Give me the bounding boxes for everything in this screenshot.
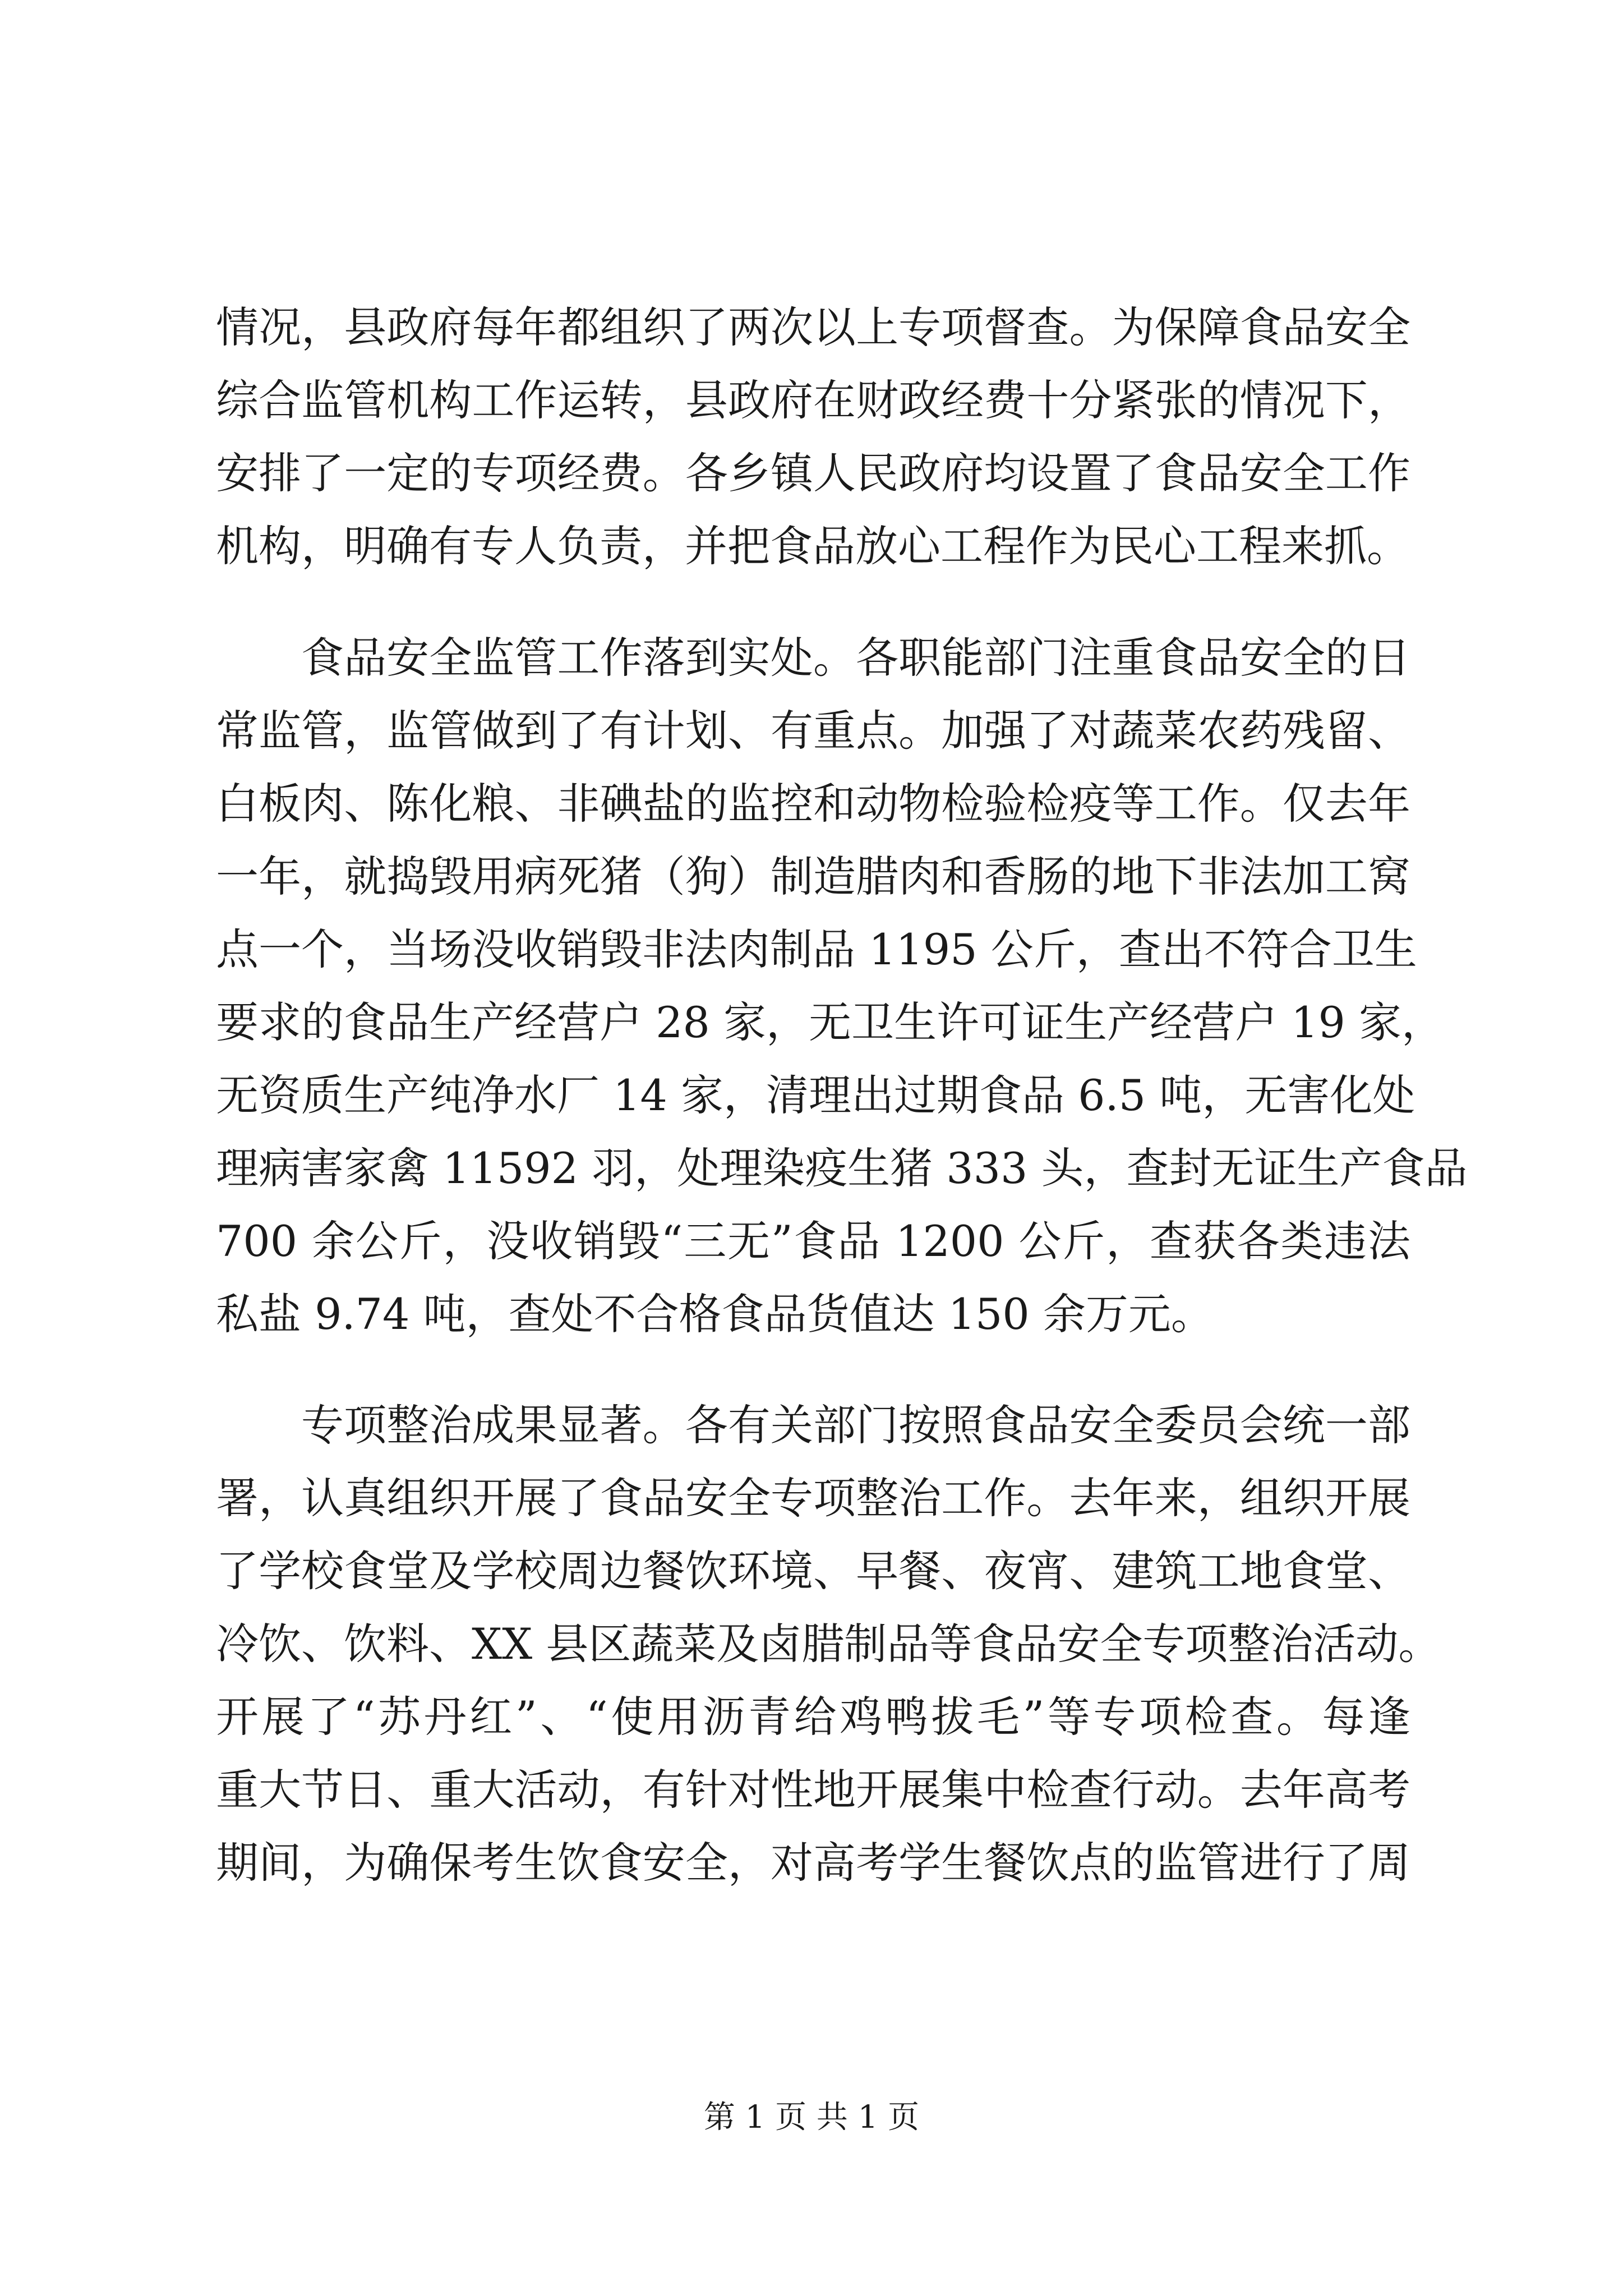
body-text-line: 了学校食堂及学校周边餐饮环境、早餐、夜宵、建筑工地食堂、 (216, 1546, 1410, 1596)
body-text-line: 安排了一定的专项经费。各乡镇人民政府均设置了食品安全工作 (216, 448, 1410, 498)
body-text-line: 重大节日、重大活动，有针对性地开展集中检查行动。去年高考 (216, 1765, 1410, 1815)
body-text-line: 署，认真组织开展了食品安全专项整治工作。去年来，组织开展 (216, 1473, 1410, 1523)
body-text-line: 期间，为确保考生饮食安全，对高考学生餐饮点的监管进行了周 (216, 1838, 1410, 1888)
body-text-line: 白板肉、陈化粮、非碘盐的监控和动物检验检疫等工作。仅去年 (216, 779, 1410, 829)
body-text-line: 要求的食品生产经营户 28 家，无卫生许可证生产经营户 19 家， (216, 997, 1445, 1047)
paragraph-first-line: 食品安全监管工作落到实处。各职能部门注重食品安全的日 (301, 633, 1410, 683)
body-text-line: 点一个，当场没收销毁非法肉制品 1195 公斤，查出不符合卫生 (216, 924, 1417, 974)
body-text-line: 无资质生产纯净水厂 14 家，清理出过期食品 6.5 吨，无害化处 (216, 1070, 1415, 1120)
body-text-line: 冷饮、饮料、XX 县区蔬菜及卤腊制品等食品安全专项整治活动。 (216, 1619, 1441, 1669)
body-text-line: 700 余公斤，没收销毁“三无”食品 1200 公斤，查获各类违法 (216, 1216, 1410, 1266)
body-text-line: 情况，县政府每年都组织了两次以上专项督查。为保障食品安全 (216, 302, 1410, 352)
page-footer: 第 1 页 共 1 页 (703, 2099, 920, 2136)
body-text-line: 机构，明确有专人负责，并把食品放心工程作为民心工程来抓。 (216, 521, 1409, 571)
body-text-line: 理病害家禽 11592 羽，处理染疫生猪 333 头，查封无证生产食品 (216, 1143, 1468, 1193)
body-text-line: 开展了“苏丹红”、“使用沥青给鸡鸭拔毛”等专项检查。每逢 (216, 1692, 1410, 1742)
body-text-line: 私盐 9.74 吨，查处不合格食品货值达 150 余万元。 (216, 1289, 1214, 1339)
body-text-line: 一年，就捣毁用病死猪（狗）制造腊肉和香肠的地下非法加工窝 (216, 852, 1410, 901)
body-text-line: 常监管，监管做到了有计划、有重点。加强了对蔬菜农药残留、 (216, 706, 1410, 756)
paragraph-first-line: 专项整治成果显著。各有关部门按照食品安全委员会统一部 (301, 1400, 1410, 1450)
body-text-line: 综合监管机构工作运转，县政府在财政经费十分紧张的情况下， (216, 375, 1410, 425)
